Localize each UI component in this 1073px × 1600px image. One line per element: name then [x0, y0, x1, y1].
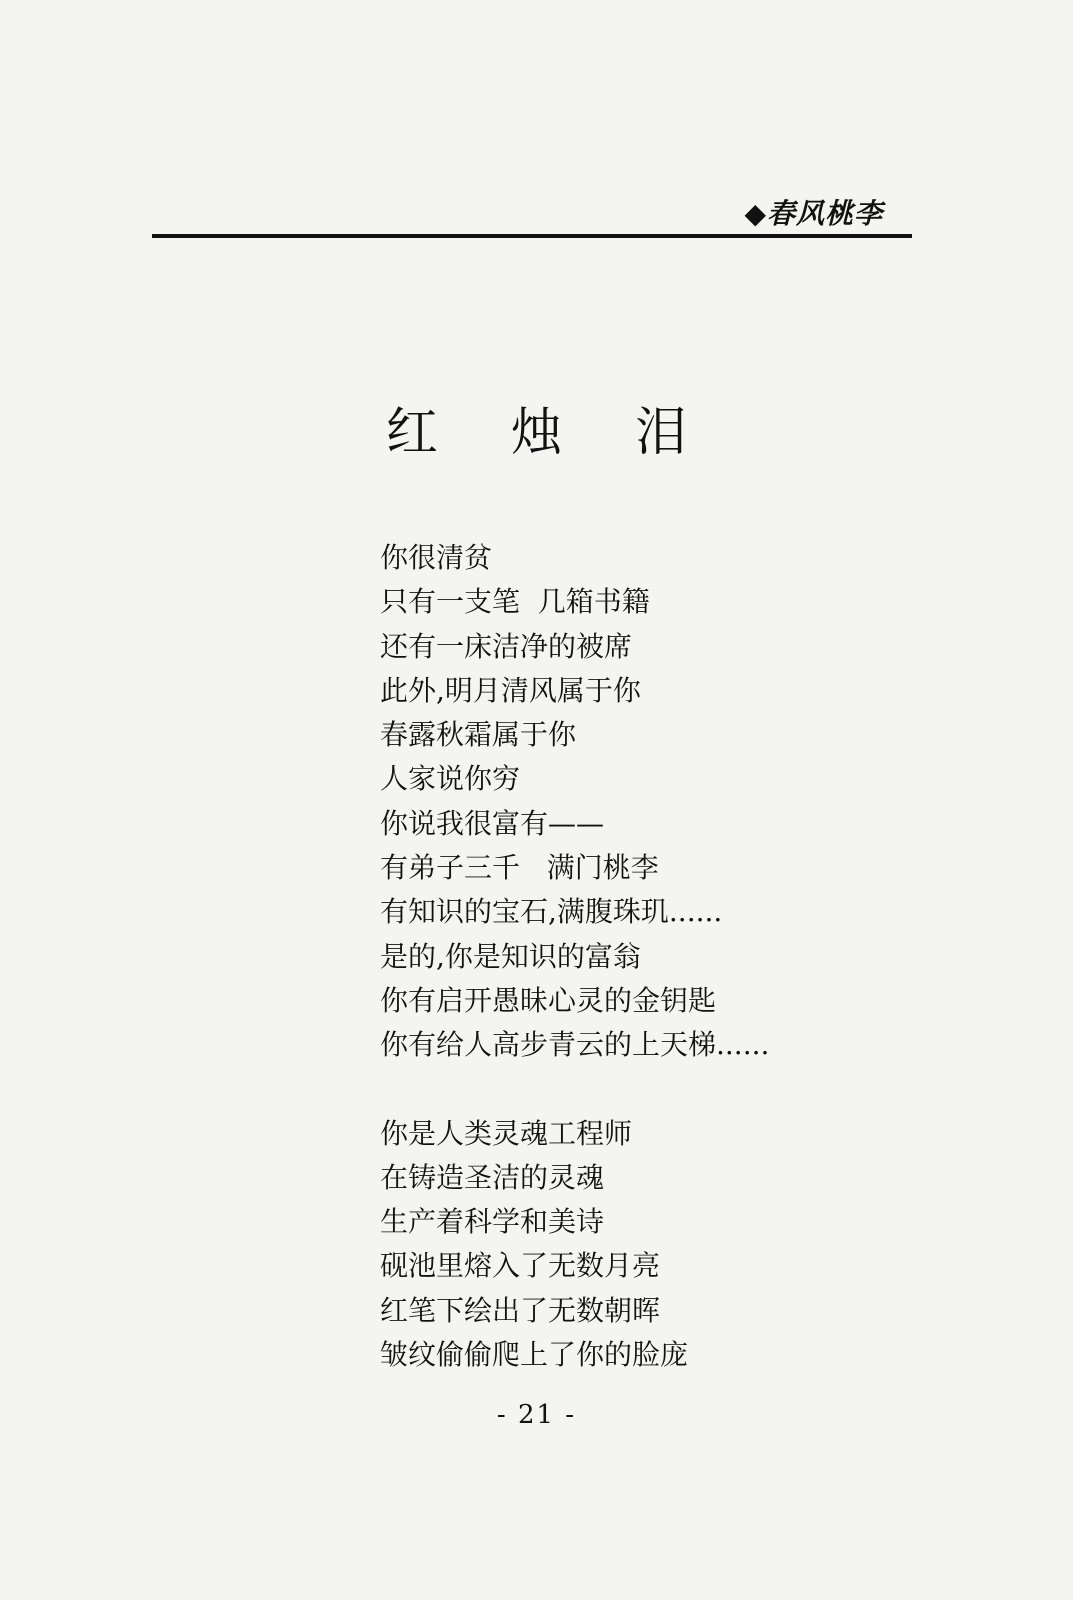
poem-line: 是的,你是知识的富翁 — [380, 939, 641, 973]
poem-line: 人家说你穷 — [380, 762, 521, 796]
header-rule — [152, 234, 912, 238]
poem-stanza-2 — [380, 1112, 900, 1378]
poem-line: 春露秋霜属于你 — [380, 718, 577, 752]
poem-line: 你说我很富有—— — [380, 806, 605, 840]
poem-line: 此外,明月清风属于你 — [380, 673, 641, 707]
poem-line: 你有启开愚昧心灵的金钥匙 — [380, 983, 717, 1017]
poem-line: 你是人类灵魂工程师 — [380, 1116, 633, 1150]
poem-line: 还有一床洁净的被席 — [380, 629, 633, 663]
poem-line: 皱纹偷偷爬上了你的脸庞 — [380, 1338, 689, 1372]
poem-line: 生产着科学和美诗 — [380, 1205, 605, 1239]
section-header-label: ◆春风桃李 — [744, 197, 883, 230]
poem-title: 红 烛 泪 — [385, 403, 716, 463]
poem-line: 红笔下绘出了无数朝晖 — [380, 1293, 661, 1327]
poem-stanza-1 — [380, 536, 900, 1068]
poem-line: 有弟子三千 满门桃李 — [380, 851, 659, 885]
poem-line: 你很清贫 — [380, 541, 493, 574]
poem-line: 在铸造圣洁的灵魂 — [380, 1160, 605, 1194]
poem-line: 砚池里熔入了无数月亮 — [380, 1249, 661, 1283]
poem-body — [380, 536, 900, 1377]
poem-line: 有知识的宝石,满腹珠玑...... — [380, 895, 723, 929]
poem-line: 只有一支笔 几箱书籍 — [380, 585, 650, 619]
page-number: - 21 - — [496, 1400, 577, 1430]
poem-line: 你有给人高步青云的上天梯...... — [380, 1028, 770, 1062]
